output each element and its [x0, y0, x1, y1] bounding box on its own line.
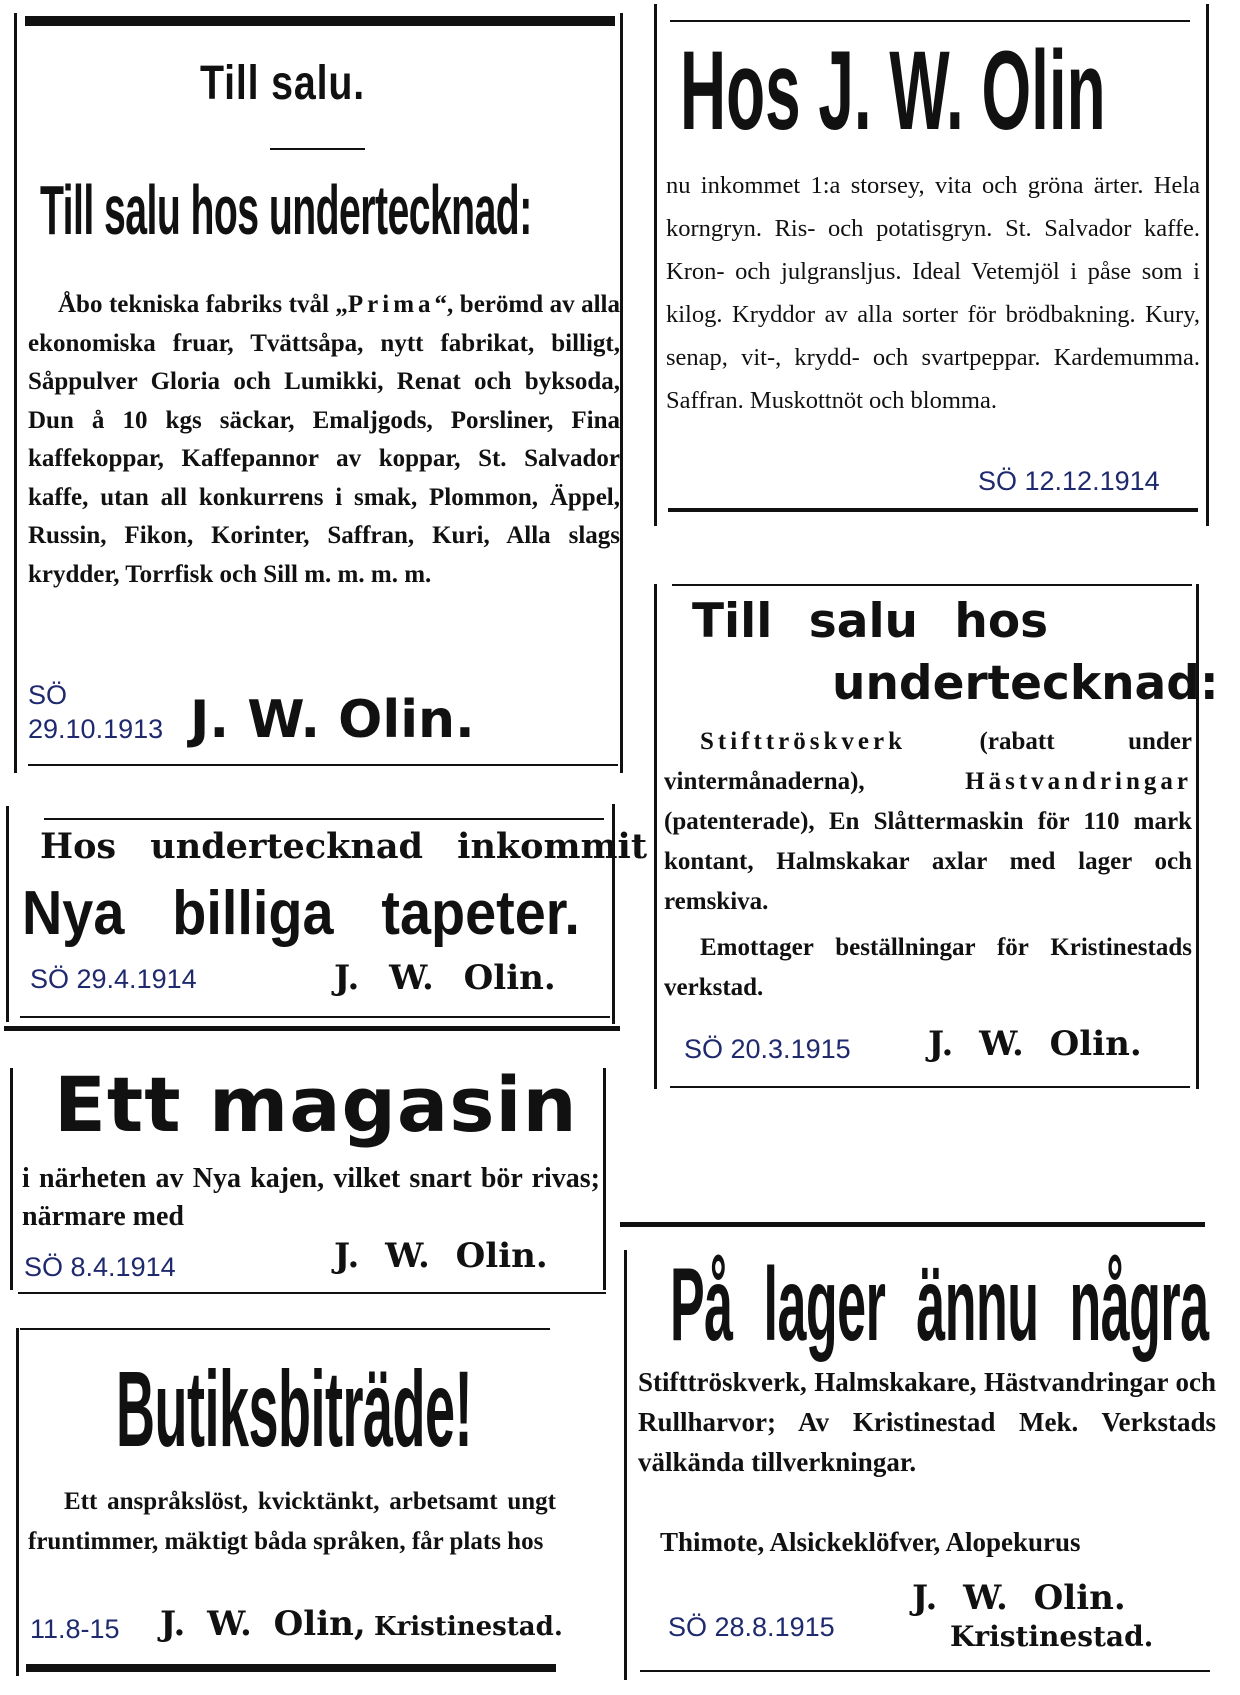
body-hastvandringar: Hästvandringar: [965, 768, 1192, 795]
signature: J. W. Olin.: [912, 1578, 1126, 1618]
ad-heading: Till salu.: [200, 57, 365, 110]
ad-body: i närheten av Nya kajen, vilket snart bör rivas; närmare med: [22, 1163, 600, 1232]
bottom-rule: [26, 1664, 556, 1672]
left-border: [624, 1250, 627, 1680]
ad-subheading: Till salu hos undertecknad:: [40, 171, 532, 249]
date-stamp: SÖ 29.4.1914: [30, 964, 197, 994]
ad-hos-olin-1914: [650, 4, 1220, 526]
signature-place: Kristinestad.: [374, 1612, 563, 1642]
left-border: [14, 13, 17, 773]
ad-heading: Butiksbiträde!: [116, 1348, 473, 1469]
body-prima: Prima: [347, 291, 435, 318]
top-rule: [25, 16, 615, 26]
ad-heading: Till salu hos: [692, 594, 1049, 649]
bottom-rule: [670, 1086, 1190, 1088]
ad-body: Stifttröskverk, Halmskakare, Hästvandringar och Rullharvor; Av Kristinestad Mek. Verkstads välkända tillverkningar.: [638, 1367, 1216, 1477]
top-rule: [44, 818, 604, 820]
date-stamp-line2: 29.10.1913: [28, 714, 164, 744]
left-border: [6, 806, 9, 1022]
ad-heading-large: Nya billiga tapeter.: [22, 879, 580, 948]
signature: J. W. Olin.: [334, 958, 556, 998]
ad-butiksbitrade-1915: [8, 1318, 568, 1678]
ad-body: [664, 722, 1192, 922]
ad-heading-line2: undertecknad:: [832, 656, 1219, 711]
right-border: [603, 1068, 606, 1290]
heading-divider: [270, 148, 365, 150]
left-border: [16, 1328, 19, 1676]
top-rule: [20, 1328, 550, 1330]
signature: J. W. Olin.: [928, 1024, 1142, 1064]
left-border: [654, 584, 657, 1089]
ad-heading: Ett magasin: [54, 1060, 578, 1149]
signature: J. W. Olin,: [160, 1604, 366, 1644]
date-stamp: SÖ 12.12.1914: [978, 466, 1160, 496]
bottom-rule: [28, 764, 618, 766]
bottom-rule: [18, 1292, 606, 1294]
ad-heading: Hos J. W. Olin: [680, 28, 1106, 153]
ad-body: [28, 286, 620, 594]
ad-magasin-1914: [8, 1060, 608, 1300]
top-rule: [620, 1222, 1205, 1227]
ad-body: nu inkommet 1:a storsey, vita och gröna ärter. Hela korngryn. Ris- och potatisgryn. St. Salvador kaffe. Kron- och julgransljus. Ideal Vetemjöl i påse som i kilog. Kryddor av alla sorter för brödbakning. Kury, senap, vit-, krydd- och svartpeppar. Kardemumma. Saffran. Muskottnöt och blomma.: [666, 172, 1200, 414]
body-post: “, berömd av alla ekonomiska fruar, Tvättsåpa, nytt fabrikat, billigt, Såppulver Gloria och Lumikki, Renat och byksoda, Dun å 10 kgs säckar, Emaljgods, Porsliner, Fina kaffekoppar, Kaffepannor av koppar, St. Salvador kaffe, utan all konkurrens i smak, Plommon, Äppel, Russin, Fikon, Korinter, Saffran, Kuri, Alla slags krydder, Torrfisk och Sill m. m. m. m.: [28, 291, 620, 588]
top-rule: [670, 20, 1190, 22]
bottom-rule: [20, 1016, 610, 1018]
left-border: [10, 1068, 13, 1290]
ad-body-2: Thimote, Alsickeklöfver, Alopekurus: [660, 1527, 1081, 1557]
ad-heading: Hos undertecknad inkommit: [40, 826, 648, 867]
date-stamp: SÖ 20.3.1915: [684, 1034, 851, 1064]
signature: J. W. Olin.: [334, 1236, 548, 1276]
body-part-a: (rabatt under vintermånaderna),: [664, 728, 1192, 795]
top-rule: [672, 584, 1192, 586]
date-stamp-line1: SÖ: [28, 680, 68, 710]
right-border: [1206, 4, 1209, 526]
ad-till-salu-1913: [10, 8, 625, 778]
ad-body-2: Emottager beställningar för Kristinestads verkstad.: [664, 934, 1192, 1001]
ad-pa-lager-1915: [620, 1210, 1230, 1686]
body-pre: Åbo tekniska fabriks tvål „: [58, 291, 348, 318]
signature: J. W. Olin.: [190, 690, 475, 750]
ad-till-salu-1915: [650, 574, 1220, 1104]
ad-body: Ett anspråkslöst, kvicktänkt, arbetsamt ungt fruntimmer, mäktigt båda språken, får plats hos: [28, 1488, 556, 1555]
left-border: [654, 4, 657, 526]
bottom-rule-heavy: [4, 1026, 620, 1031]
date-stamp: SÖ 28.8.1915: [668, 1612, 835, 1642]
bottom-rule: [668, 508, 1198, 512]
date-stamp: SÖ 8.4.1914: [24, 1252, 176, 1282]
body-part-c: (patenterade), En Slåttermaskin för 110 mark kontant, Halmskakar axlar med lager och remskiva.: [664, 808, 1192, 915]
bottom-rule: [640, 1670, 1210, 1672]
ad-heading: På lager ännu några: [670, 1247, 1209, 1363]
body-stifttroskverk: Stifttröskverk: [700, 728, 906, 755]
ad-tapeter-1914: [4, 800, 648, 1032]
right-border: [620, 13, 623, 773]
signature-place: Kristinestad.: [950, 1620, 1154, 1653]
date-stamp: 11.8-15: [30, 1614, 120, 1644]
